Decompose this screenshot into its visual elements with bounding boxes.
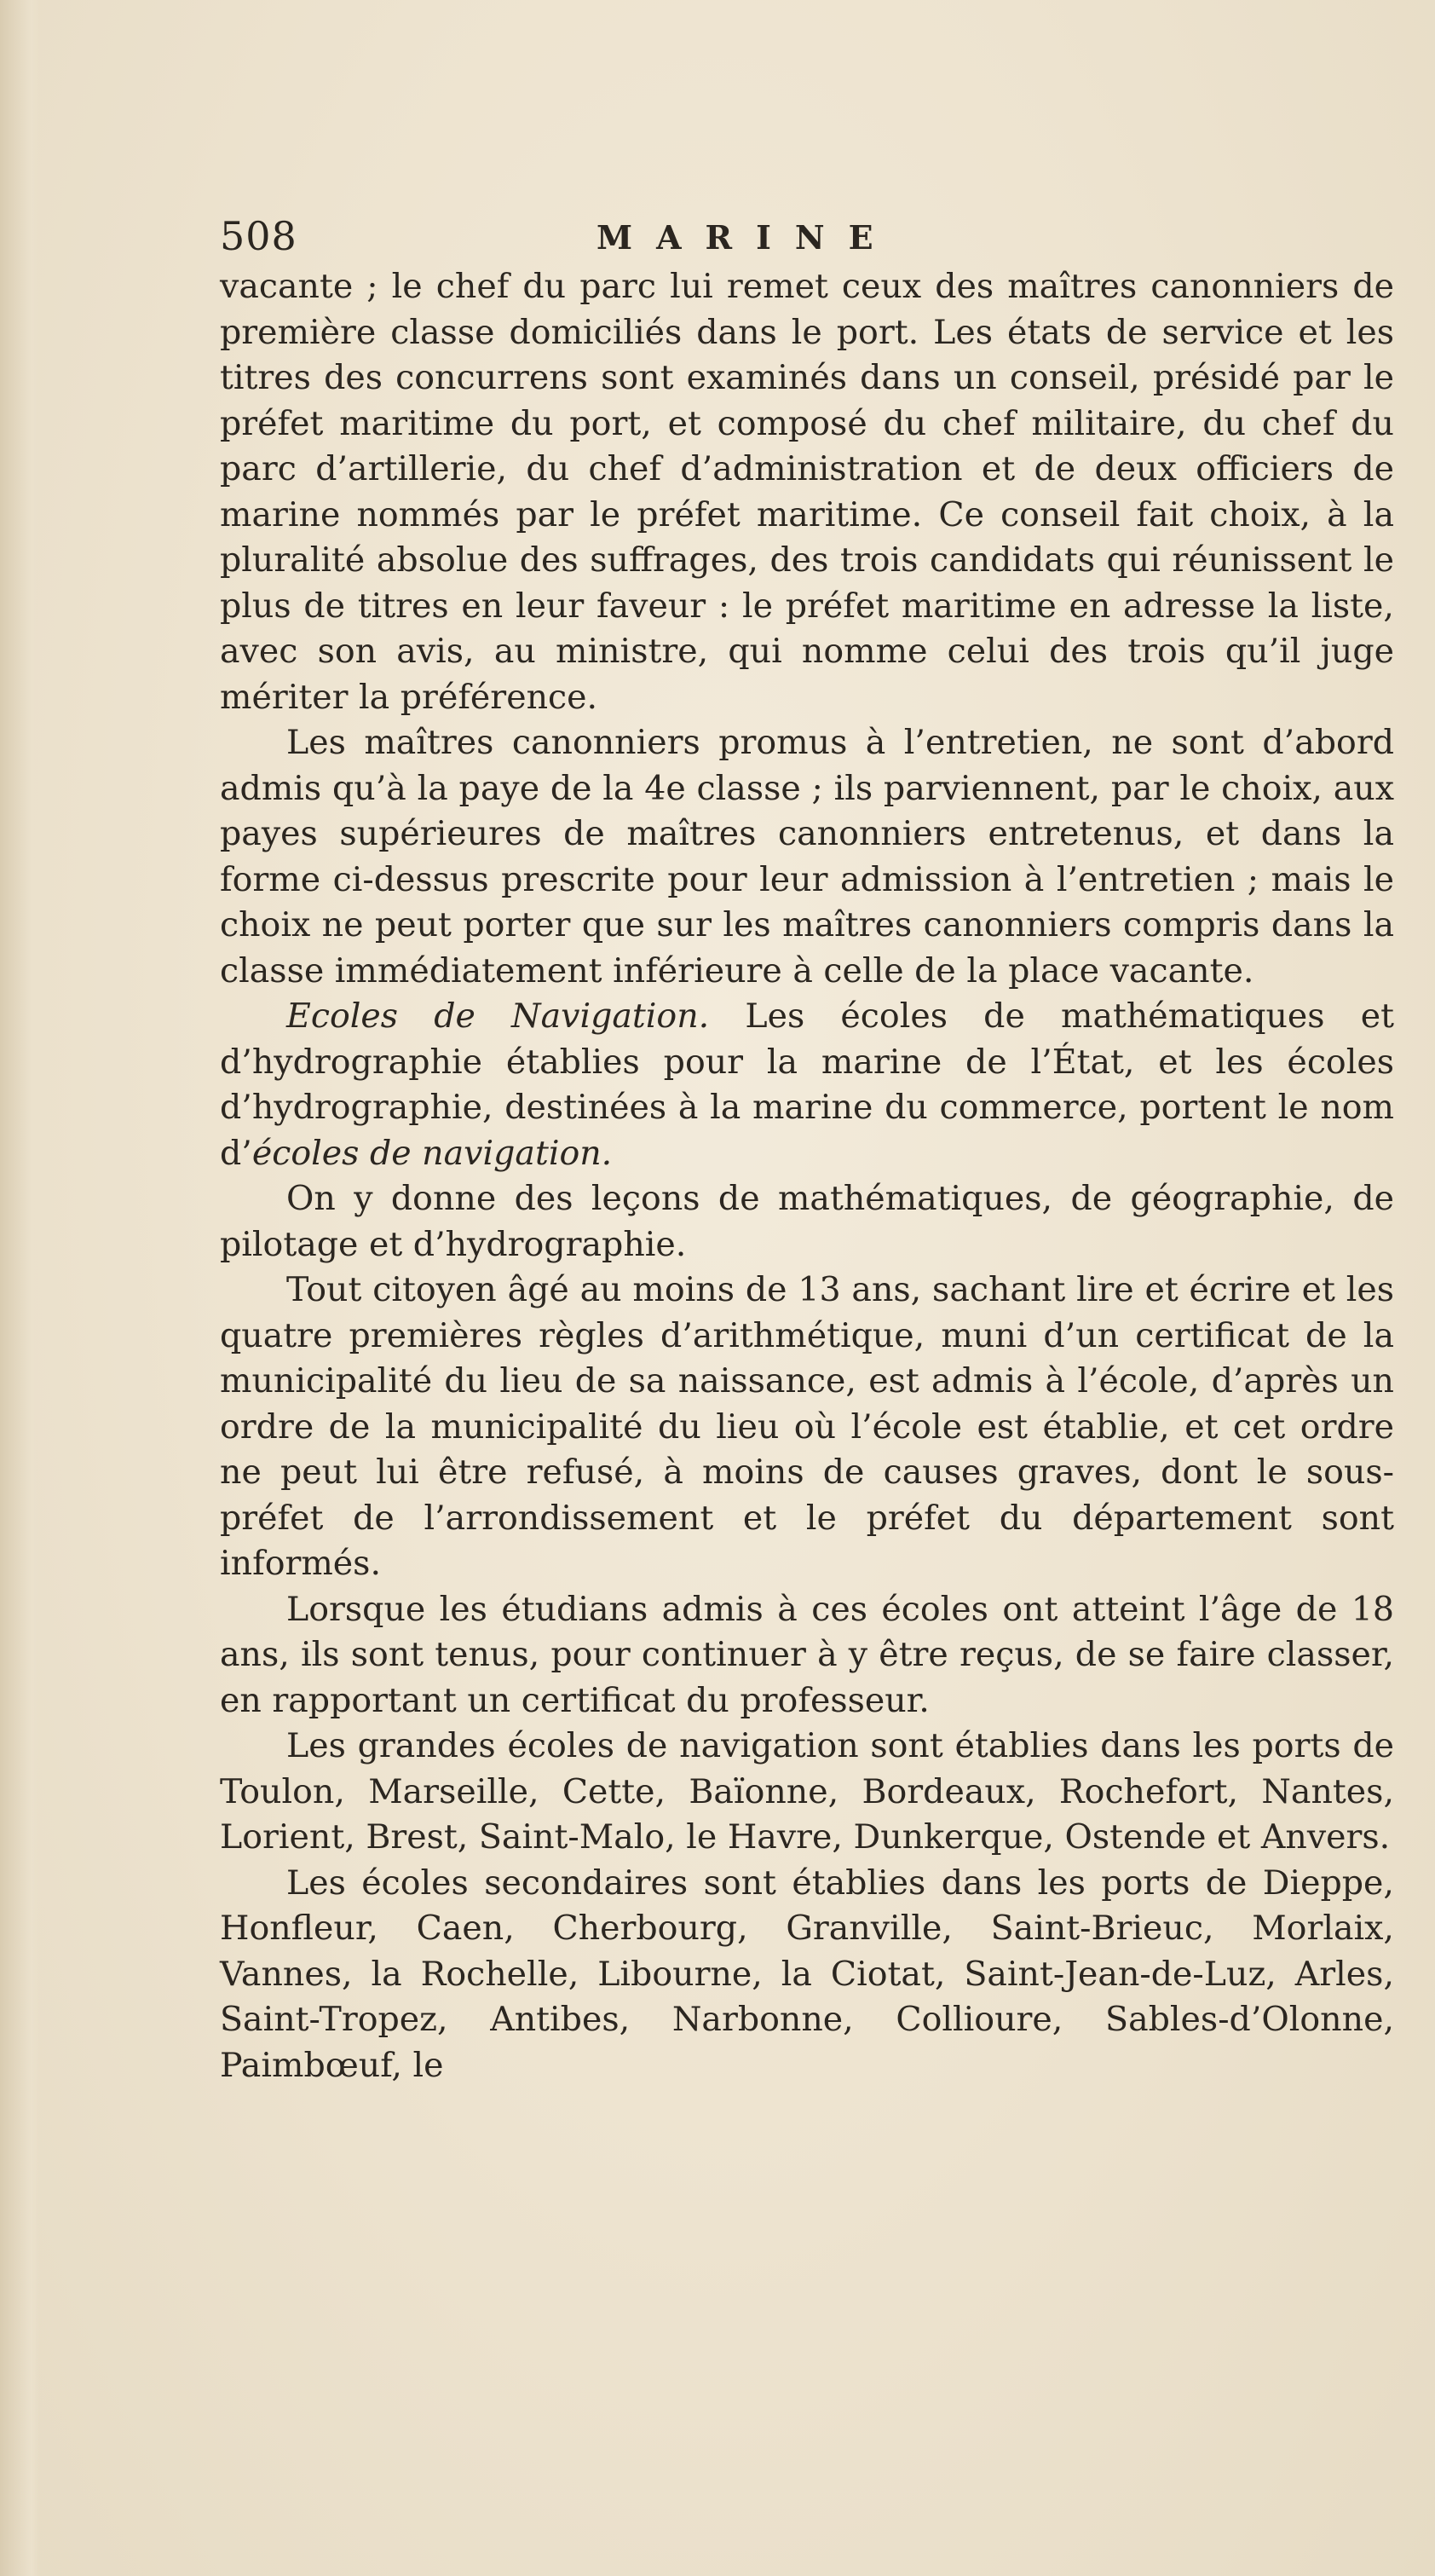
italic-term: écoles de navigation. bbox=[251, 1133, 613, 1173]
paragraph: Les écoles secondaires sont établies dans les ports de Dieppe, Honfleur, Caen, Cherbourg, Granville, Saint-Brieuc, Morlaix, Vannes, la Rochelle, Libourne, la Ciotat, Saint-Jean-de-Luz, Arles, Saint-Tropez, Antibes, Narbonne, Collioure, Sables-d’Olonne, Paimbœuf, le bbox=[220, 1863, 1394, 2085]
running-head: MARINE bbox=[596, 218, 897, 257]
paragraph: Lorsque les étudians admis à ces écoles ont atteint l’âge de 18 ans, ils sont tenus, pour continuer à y être reçus, de se faire classer, en rapportant un certificat du professeur. bbox=[220, 1589, 1394, 1720]
paragraph-text: Les écoles de mathématiques et d’hydrographie établies pour la marine de l’État, et les écoles d’hydrographie, destinées à la marine du commerce, portent le nom d’ bbox=[220, 996, 1394, 1173]
paragraph-text: Les maîtres canonniers promus à l’entretien, ne sont d’abord admis qu’à la paye de la 4e classe ; ils parviennent, par le choix, aux payes supérieures de maîtres canonniers entretenus, et dans la forme ci-dessus prescrite pour leur admission à l’entretien ; mais le choix ne peut porter que sur les maîtres canonniers compris dans la classe immédiatement inférieure à celle de la place vacante. bbox=[220, 723, 1394, 991]
section-heading: Ecoles de Navigation. bbox=[286, 996, 710, 1036]
page-number: 508 bbox=[220, 213, 297, 259]
paragraph: On y donne des leçons de mathématiques, de géographie, de pilotage et d’hydrographie. bbox=[220, 1179, 1394, 1264]
paragraph: Les grandes écoles de navigation sont établies dans les ports de Toulon, Marseille, Cette, Baïonne, Bordeaux, Rochefort, Nantes, Lorient, Brest, Saint-Malo, le Havre, Dunkerque, Ostende et Anvers. bbox=[220, 1726, 1394, 1857]
paragraph: Tout citoyen âgé au moins de 13 ans, sachant lire et écrire et les quatre premières règles d’arithmétique, muni d’un certificat de la municipalité du lieu de sa naissance, est admis à l’école, d’après un ordre de la municipalité du lieu où l’école est établie, et cet ordre ne peut lui être refusé, à moins de causes graves, dont le sous-préfet de l’arrondissement et le préfet du département sont informés. bbox=[220, 1270, 1394, 1583]
paragraph bbox=[220, 720, 1394, 994]
page-gutter-shadow bbox=[0, 0, 39, 2576]
paragraph: vacante ; le chef du parc lui remet ceux des maîtres canonniers de première classe domiciliés dans le port. Les états de service et les titres des concurrens sont examinés dans un conseil, présidé par le préfet maritime du port, et composé du chef militaire, du chef du parc d’artillerie, du chef d’administration et de deux officiers de marine nommés par le préfet maritime. Ce conseil fait choix, à la pluralité absolue des suffrages, des trois candidats qui réunissent le plus de titres en leur faveur : le préfet maritime en adresse la liste, avec son avis, au ministre, qui nomme celui des trois qu’il juge mériter la préférence. bbox=[220, 267, 1394, 717]
paragraph bbox=[220, 994, 1394, 1176]
page-body bbox=[220, 264, 1394, 2088]
page-header bbox=[220, 213, 1396, 264]
